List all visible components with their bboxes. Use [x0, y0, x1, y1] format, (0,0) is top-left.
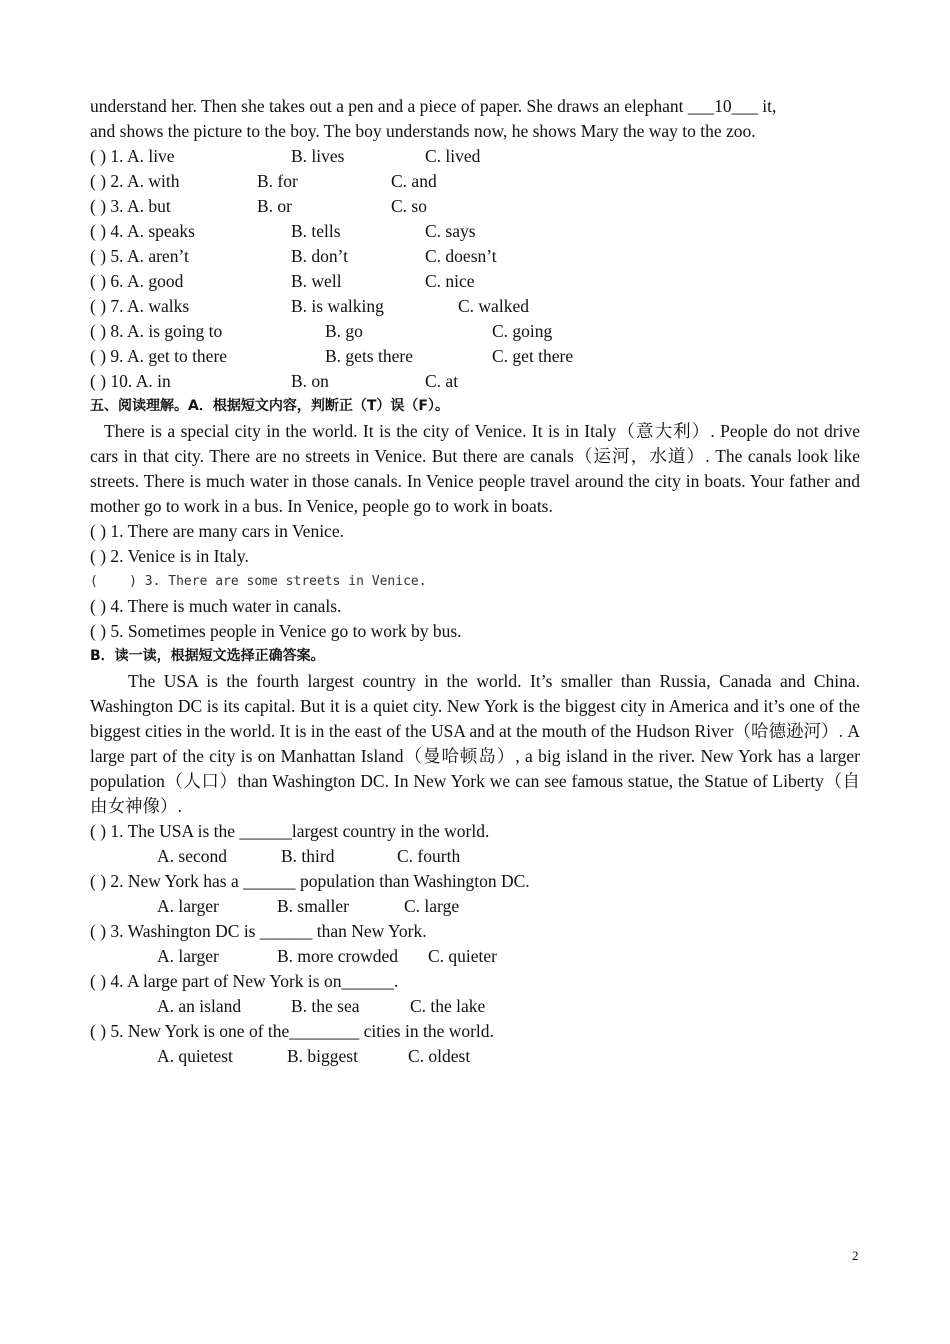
tf-question-4: ( ) 4. There is much water in canals.	[90, 596, 342, 616]
cloze-item-10: ( ) 10. A. in B. on C. at	[90, 371, 459, 391]
mc-question-2: ( ) 2. New York has a ______ population than Washington DC.	[90, 871, 530, 891]
worksheet-page	[90, 94, 860, 1069]
venice-passage: There is a special city in the world. It is the city of Venice. It is in Italy（意大利）. People do not drive cars in that city. There are no streets in Venice. But there are canals（运河，水道）. The canals look like streets. There is much water in those canals. In Venice people travel around the city in boats. Your father and mother go to work in a bus. In Venice, people go to work in boats.	[90, 421, 860, 516]
mc-question-3: ( ) 3. Washington DC is ______ than New York.	[90, 921, 427, 941]
mc-question-1: ( ) 1. The USA is the ______largest country in the world.	[90, 821, 490, 841]
section-a-heading: 五、阅读理解。A．根据短文内容，判断正（T）误（F）。	[90, 398, 449, 414]
intro-line-1: understand her. Then she takes out a pen and a piece of paper. She draws an elephant ___10___ it,	[90, 96, 777, 116]
cloze-item-6: ( ) 6. A. good B. well C. nice	[90, 271, 475, 291]
tf-question-2: ( ) 2. Venice is in Italy.	[90, 546, 249, 566]
tf-question-5: ( ) 5. Sometimes people in Venice go to work by bus.	[90, 621, 462, 641]
mc-options-1: A. second B. third C. fourth	[157, 846, 461, 866]
cloze-item-9: ( ) 9. A. get to there B. gets there C. get there	[90, 346, 574, 366]
cloze-item-3: ( ) 3. A. but B. or C. so	[90, 196, 427, 216]
mc-options-2: A. larger B. smaller C. large	[157, 896, 460, 916]
mc-options-3: A. larger B. more crowded C. quieter	[157, 946, 498, 966]
cloze-item-5: ( ) 5. A. aren’t B. don’t C. doesn’t	[90, 246, 497, 266]
cloze-item-7: ( ) 7. A. walks B. is walking C. walked	[90, 296, 529, 316]
mc-question-5: ( ) 5. New York is one of the________ cities in the world.	[90, 1021, 494, 1041]
mc-options-5: A. quietest B. biggest C. oldest	[157, 1046, 471, 1066]
mc-question-4: ( ) 4. A large part of New York is on______.	[90, 971, 399, 991]
mc-options-4: A. an island B. the sea C. the lake	[157, 996, 486, 1016]
cloze-item-2: ( ) 2. A. with B. for C. and	[90, 171, 437, 191]
tf-question-1: ( ) 1. There are many cars in Venice.	[90, 521, 344, 541]
page-number: 2	[852, 1248, 859, 1263]
cloze-item-8: ( ) 8. A. is going to B. go C. going	[90, 321, 553, 341]
usa-passage: The USA is the fourth largest country in the world. It’s smaller than Russia, Canada and China. Washington DC is its capital. But it is a quiet city. New York is the biggest city in America and it’s one of the biggest cities in the world. It is in the east of the USA and at the mouth of the Hudson River（哈德逊河）. A large part of the city is on Manhattan Island（曼哈顿岛）, a big island in the river. New York has a larger population（人口）than Washington DC. In New York we can see famous statue, the Statue of Liberty（自由女神像）.	[90, 671, 860, 816]
cloze-item-4: ( ) 4. A. speaks B. tells C. says	[90, 221, 476, 241]
cloze-item-1: ( ) 1. A. live B. lives C. lived	[90, 146, 481, 166]
section-b-heading: B．读一读，根据短文选择正确答案。	[90, 648, 325, 664]
tf-question-3: ( ) 3. There are some streets in Venice.	[90, 574, 427, 589]
intro-line-2: and shows the picture to the boy. The boy understands now, he shows Mary the way to the zoo.	[90, 121, 756, 141]
